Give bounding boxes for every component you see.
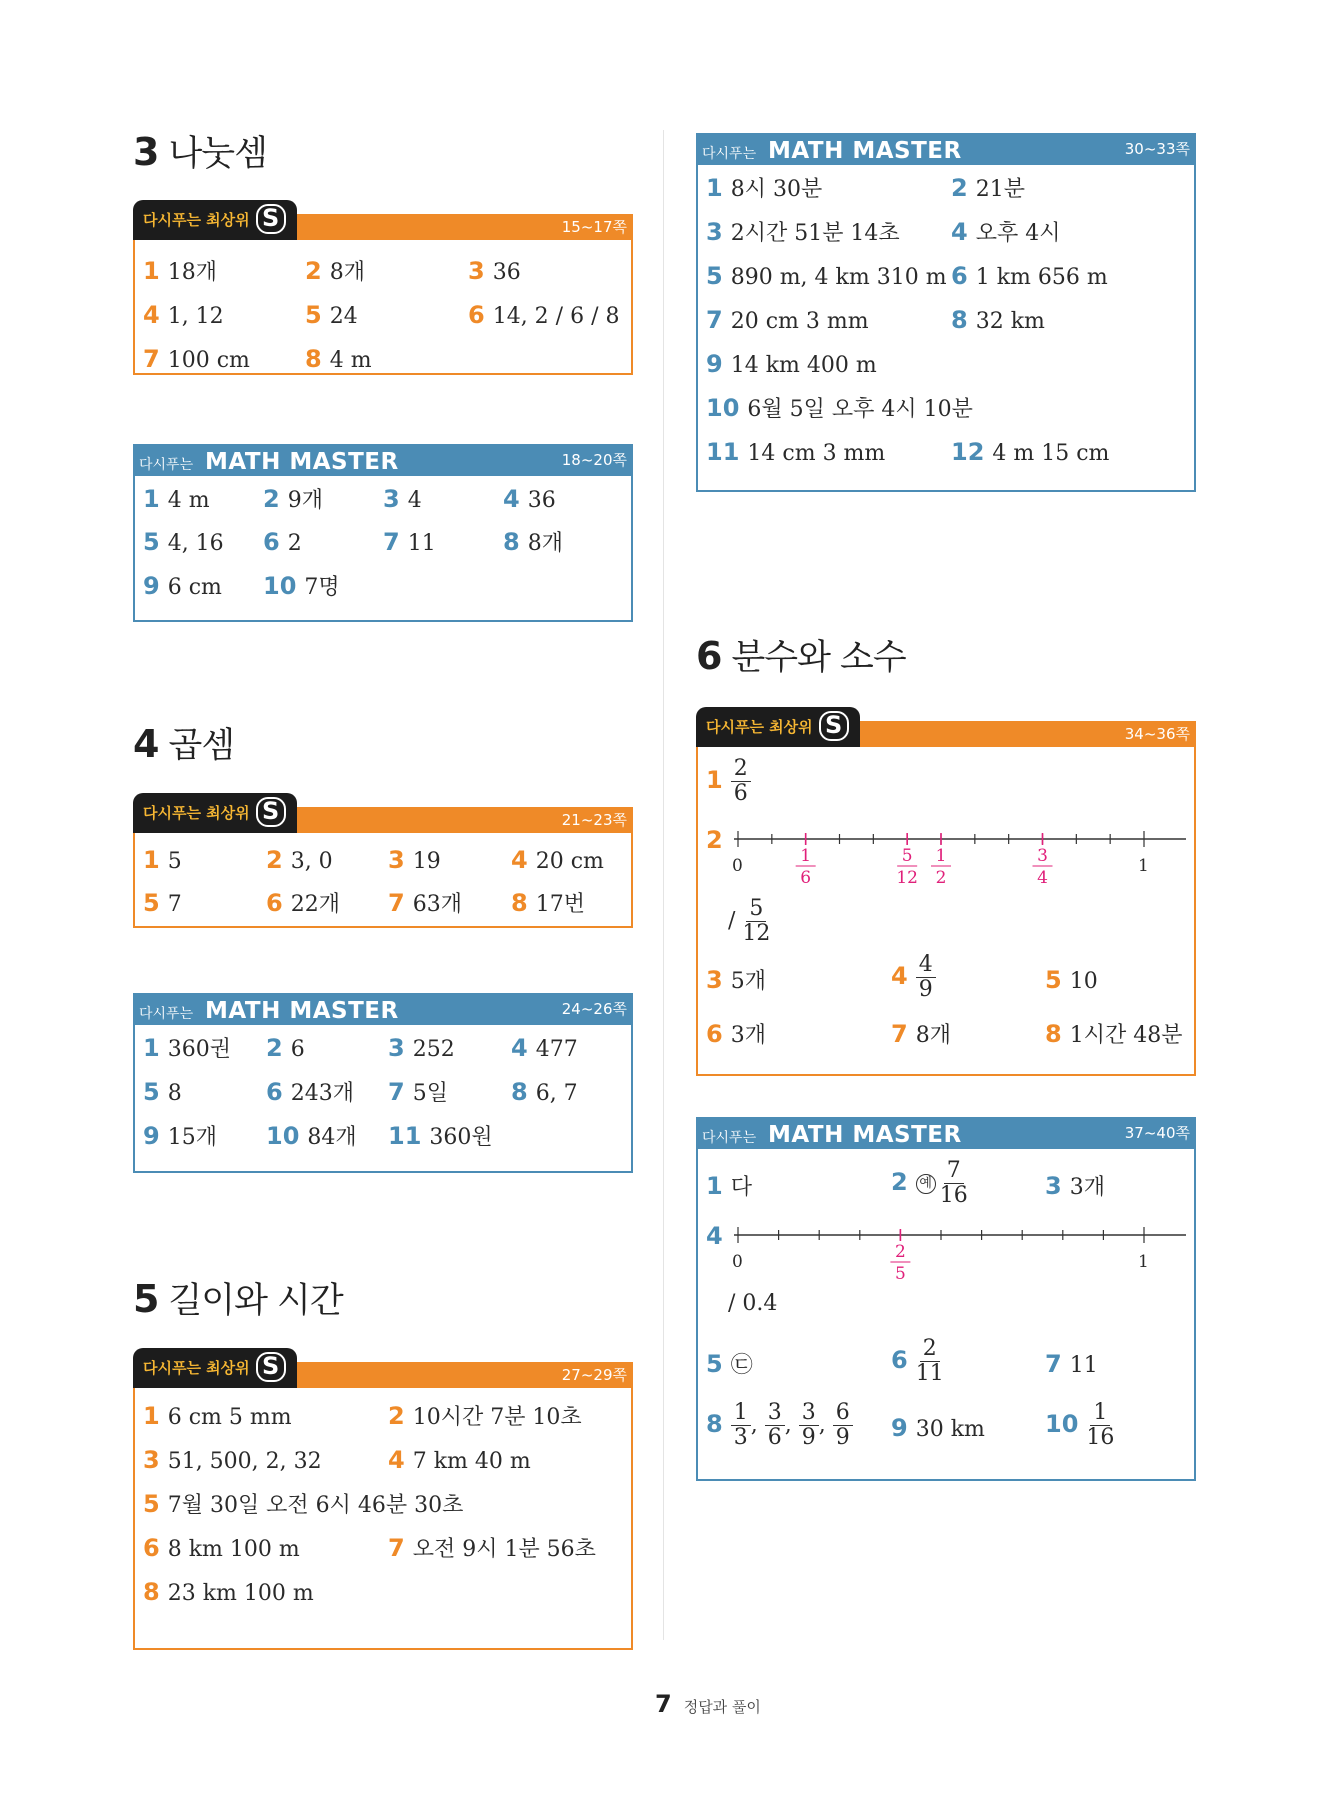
answer-item: 5 890 m, 4 km 310 m — [706, 262, 947, 290]
answer-box — [133, 1025, 633, 1173]
mark-numerator: 3 — [1037, 846, 1048, 866]
answer-item: 7 11 — [383, 528, 436, 556]
answer-item: 6 14, 2 / 6 / 8 — [468, 301, 620, 329]
answer-item-q4-value: / 0.4 — [728, 1291, 778, 1316]
answer-item: 2 9개 — [263, 485, 323, 513]
page-range: 34~36쪽 — [1124, 725, 1190, 743]
answer-item: 5 8 — [143, 1078, 182, 1106]
answer-item: 5 4, 16 — [143, 528, 224, 556]
answer-item: 4 — [706, 1222, 723, 1250]
answer-item: 6 2 — [263, 528, 302, 556]
section-4-top — [133, 793, 633, 928]
answer-item: 1 6 cm 5 mm — [143, 1402, 292, 1430]
answer-item: 10 $\frac{1}{16}$ — [1045, 1400, 1115, 1450]
chapter-3-title: 3 나눗셈 — [133, 130, 267, 174]
answer-item: 2 3, 0 — [266, 846, 333, 874]
answer-item: 7 오전 9시 1분 56초 — [388, 1534, 596, 1562]
answer-item: 5 7 — [143, 889, 182, 917]
answer-item-q2-value: / $\frac{5}{12}$ — [728, 896, 771, 946]
answer-item: 3 4 — [383, 485, 422, 513]
answer-item: 7 11 — [1045, 1350, 1098, 1378]
page-range: 37~40쪽 — [1124, 1124, 1190, 1142]
answer-item: 6 22개 — [266, 889, 340, 917]
number-line-one: 1 — [1138, 1252, 1149, 1272]
section-6-master — [696, 1117, 1196, 1481]
answer-item: 9 6 cm — [143, 572, 222, 600]
answer-item: 7 5일 — [388, 1078, 448, 1106]
answer-item: 1 4 m — [143, 485, 210, 513]
answer-item: 1 8시 30분 — [706, 174, 823, 202]
page-range: 15~17쪽 — [561, 218, 627, 236]
chapter-5-title: 5 길이와 시간 — [133, 1277, 343, 1321]
answer-item: 2 예 $\frac{7}{16}$ — [891, 1158, 968, 1208]
answer-item: 7 63개 — [388, 889, 462, 917]
answer-box — [133, 476, 633, 622]
answer-item: 6 3개 — [706, 1020, 766, 1048]
mark-numerator: 1 — [800, 846, 812, 866]
section-5-master — [696, 133, 1196, 492]
answer-item: 8 $\frac{1}{3}$ , $\frac{3}{6}$ , $\frac{3}{9}$ , $\frac{6}{9}$ — [706, 1401, 853, 1450]
answer-item: 2 10시간 7분 10초 — [388, 1402, 582, 1430]
page-range: 18~20쪽 — [561, 451, 627, 469]
mark-numerator: 5 — [901, 846, 913, 866]
answer-item: 8 1시간 48분 — [1045, 1020, 1183, 1048]
mark-denominator: 4 — [1037, 868, 1048, 888]
answer-item: 12 4 m 15 cm — [951, 438, 1110, 466]
number-line-q4 — [726, 1221, 1186, 1291]
answer-item: 8 8개 — [503, 528, 563, 556]
answer-item: 2 21분 — [951, 174, 1025, 202]
answer-item: 3 252 — [388, 1034, 455, 1062]
answer-item: 4 7 km 40 m — [388, 1446, 531, 1474]
answer-item: 9 15개 — [143, 1122, 217, 1150]
mark-denominator: 6 — [800, 868, 812, 888]
mark-numerator: 1 — [935, 846, 947, 866]
page-footer — [655, 1690, 761, 1718]
section-4-master — [133, 993, 633, 1173]
section-5-top — [133, 1348, 633, 1650]
answer-item: 10 7명 — [263, 572, 340, 600]
s-logo-icon: S — [819, 711, 849, 741]
mark-numerator: 2 — [894, 1242, 906, 1262]
answer-item: 11 14 cm 3 mm — [706, 438, 886, 466]
section-3-top — [133, 200, 633, 375]
answer-item: 2 8개 — [305, 257, 365, 285]
s-logo-icon: S — [256, 1352, 286, 1382]
answer-item: 1 5 — [143, 846, 182, 874]
answer-item: 8 23 km 100 m — [143, 1578, 314, 1606]
section-header: 다시푸는 최상위 S 15~17쪽 — [133, 200, 633, 240]
answer-item: 2 6 — [266, 1034, 305, 1062]
answer-item: 3 36 — [468, 257, 521, 285]
answer-item: 3 51, 500, 2, 32 — [143, 1446, 322, 1474]
answer-item: 5 24 — [305, 301, 358, 329]
answer-item: 8 6, 7 — [511, 1078, 578, 1106]
answer-box — [133, 240, 633, 375]
math-master-header: 다시푸는 MATH MASTER 37~40쪽 — [696, 1117, 1196, 1149]
column-divider — [663, 130, 664, 1640]
page-number: 7 — [655, 1690, 672, 1718]
answer-item: 9 14 km 400 m — [706, 350, 877, 378]
section-header: 다시푸는 최상위 S 34~36쪽 — [696, 707, 1196, 747]
page-range: 21~23쪽 — [561, 811, 627, 829]
answer-item: 3 19 — [388, 846, 441, 874]
answer-item: 7 8개 — [891, 1020, 951, 1048]
answer-item: 1 다 — [706, 1172, 752, 1200]
page-range: 27~29쪽 — [561, 1366, 627, 1384]
answer-box — [696, 165, 1196, 492]
mark-denominator: 12 — [896, 868, 918, 888]
answer-item: 9 30 km — [891, 1414, 985, 1442]
answer-box — [696, 747, 1196, 1076]
answer-item: 11 360원 — [388, 1122, 493, 1150]
answer-item: 6 1 km 656 m — [951, 262, 1108, 290]
math-master-header: 다시푸는 MATH MASTER 24~26쪽 — [133, 993, 633, 1025]
chapter-4-title: 4 곱셈 — [133, 722, 235, 766]
answer-item: 8 17번 — [511, 889, 585, 917]
answer-item: 8 4 m — [305, 345, 372, 373]
answer-box — [133, 1388, 633, 1650]
answer-item: 4 477 — [511, 1034, 578, 1062]
answer-item: 5 10 — [1045, 966, 1098, 994]
section-3-master — [133, 444, 633, 622]
math-master-header: 다시푸는 MATH MASTER 30~33쪽 — [696, 133, 1196, 165]
number-line-q2 — [726, 825, 1186, 895]
section-header: 다시푸는 최상위 S 27~29쪽 — [133, 1348, 633, 1388]
number-line-zero: 0 — [732, 1252, 743, 1272]
section-6-top — [696, 707, 1196, 1076]
answer-item: 6 8 km 100 m — [143, 1534, 300, 1562]
footer-label: 정답과 풀이 — [683, 1698, 761, 1716]
page-range: 30~33쪽 — [1124, 140, 1190, 158]
math-master-header: 다시푸는 MATH MASTER 18~20쪽 — [133, 444, 633, 476]
answer-item: 4 1, 12 — [143, 301, 224, 329]
answer-item: 1 18개 — [143, 257, 217, 285]
answer-item: 4 36 — [503, 485, 556, 513]
number-line-one: 1 — [1138, 856, 1149, 876]
answer-box — [133, 833, 633, 928]
answer-item: 7 20 cm 3 mm — [706, 306, 869, 334]
page-range: 24~26쪽 — [561, 1000, 627, 1018]
answer-item: 4 $\frac{4}{9}$ — [891, 953, 936, 1002]
s-logo-icon: S — [256, 204, 286, 234]
number-line-zero: 0 — [732, 856, 743, 876]
answer-item: 3 5개 — [706, 966, 766, 994]
answer-box — [696, 1149, 1196, 1481]
section-header: 다시푸는 최상위 S 21~23쪽 — [133, 793, 633, 833]
answer-item: 4 오후 4시 — [951, 218, 1061, 246]
s-logo-icon: S — [256, 797, 286, 827]
answer-item: 10 84개 — [266, 1122, 357, 1150]
answer-item: 5 ㉢ — [706, 1350, 753, 1378]
answer-item: 6 $\frac{2}{11}$ — [891, 1336, 944, 1386]
answer-item: 6 243개 — [266, 1078, 354, 1106]
answer-item: 5 7월 30일 오전 6시 46분 30초 — [143, 1490, 464, 1518]
answer-item: 3 2시간 51분 14초 — [706, 218, 900, 246]
answer-item: 10 6월 5일 오후 4시 10분 — [706, 394, 973, 422]
answer-item: 4 20 cm — [511, 846, 604, 874]
answer-item: 2 — [706, 826, 723, 854]
chapter-6-title: 6 분수와 소수 — [696, 634, 906, 678]
mark-denominator: 5 — [894, 1264, 906, 1284]
answer-item: 7 100 cm — [143, 345, 250, 373]
answer-item: 8 32 km — [951, 306, 1045, 334]
mark-denominator: 2 — [935, 868, 947, 888]
answer-item: 1 360권 — [143, 1034, 231, 1062]
answer-item: 3 3개 — [1045, 1172, 1105, 1200]
answer-item: 1 $\frac{2}{6}$ — [706, 757, 751, 806]
